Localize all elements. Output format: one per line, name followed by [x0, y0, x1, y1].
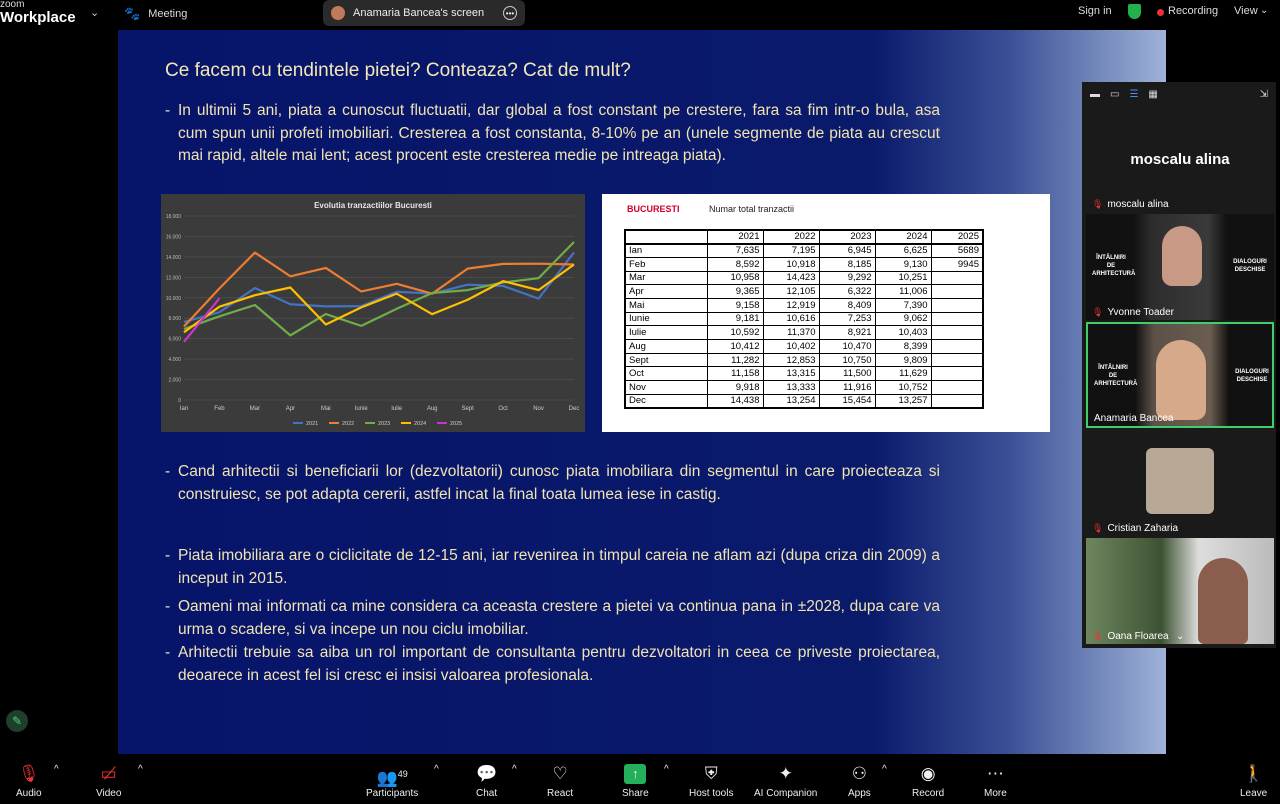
muted-mic-icon: 🎙 — [1092, 199, 1104, 209]
table-cell: 8,185 — [819, 257, 875, 271]
table-cell: 12,853 — [763, 353, 819, 367]
table-row — [625, 381, 983, 395]
chart-y-tick-label: 8.000 — [168, 316, 181, 323]
table-cell: 9945 — [931, 257, 983, 271]
apps-button[interactable]: ⚇ Apps — [848, 764, 871, 799]
minimize-icon[interactable]: ▬ — [1090, 88, 1100, 100]
leave-icon: 🚶 — [1243, 764, 1265, 783]
table-caption: Numar total tranzactii — [709, 204, 795, 214]
muted-mic-icon: 🎙 — [1092, 307, 1104, 317]
participant-tile-active[interactable] — [1086, 322, 1274, 428]
table-cell: 13,315 — [763, 367, 819, 381]
share-screen-icon: ↑ — [624, 764, 646, 784]
table-cell: 8,592 — [707, 257, 763, 271]
city-label: BUCURESTI — [627, 204, 680, 214]
chart-y-tick-label: 14.000 — [165, 254, 181, 261]
gallery-view-icon[interactable]: ▦ — [1148, 88, 1158, 100]
table-cell: 6,945 — [819, 244, 875, 258]
more-icon: ⋯ — [986, 764, 1004, 783]
more-button[interactable]: ⋯ More — [984, 764, 1007, 799]
chart-x-tick-label: Ian — [179, 406, 189, 412]
bullet-paragraph: - Piata imobiliara are o ciclicitate de 12-15 ani, iar revenirea in timpul careia ne aflam azi (dupa criza din 2009) a inceput in 2015. — [165, 547, 940, 587]
table-row — [625, 353, 983, 367]
table-month-cell: Ian — [625, 244, 707, 258]
table-cell: 5689 — [931, 244, 983, 258]
record-button[interactable]: ◉ Record — [912, 764, 945, 799]
meeting-toolbar — [0, 756, 1280, 804]
table-cell: 10,616 — [763, 312, 819, 326]
recording-dot-icon — [1157, 9, 1164, 16]
host-tools-button[interactable]: ⛨ Host tools — [689, 764, 734, 799]
chart-y-tick-label: 4.000 — [168, 357, 181, 364]
participant-tile[interactable] — [1086, 106, 1274, 212]
table-cell — [931, 394, 983, 408]
banner-text: DIALOGURI DESCHISE — [1233, 259, 1267, 273]
hide-video-icon[interactable]: ▭ — [1110, 88, 1120, 100]
shared-slide — [118, 30, 1166, 754]
chevron-down-icon[interactable]: ⌄ — [90, 7, 100, 19]
view-button[interactable]: View — [1234, 5, 1258, 17]
table-cell: 7,195 — [763, 244, 819, 258]
table-year-header: 2023 — [819, 230, 875, 244]
table-cell — [931, 367, 983, 381]
recording-status[interactable]: Recording — [1168, 5, 1219, 17]
table-cell: 9,809 — [875, 353, 931, 367]
table-cell: 12,105 — [763, 285, 819, 299]
apps-icon: ⚇ — [851, 764, 868, 783]
table-cell: 9,158 — [707, 298, 763, 312]
chart-x-tick-label: Nov — [533, 406, 544, 412]
meeting-label: Meeting — [148, 8, 188, 20]
participants-options-caret[interactable]: ^ — [434, 764, 439, 775]
sparkle-icon: ✦ — [778, 764, 793, 783]
table-cell: 8,409 — [819, 298, 875, 312]
table-cell: 9,292 — [819, 271, 875, 285]
table-cell: 9,130 — [875, 257, 931, 271]
participant-video — [1162, 226, 1202, 286]
speaker-view-icon[interactable]: ☰ — [1129, 88, 1139, 100]
transactions-table-panel — [602, 194, 1050, 432]
table-month-cell: Feb — [625, 257, 707, 271]
table-cell — [931, 298, 983, 312]
table-row — [625, 271, 983, 285]
chart-x-tick-label: Aug — [426, 406, 438, 412]
chart-legend-label: 2025 — [450, 421, 463, 427]
chart-x-tick-label: Iunie — [354, 406, 368, 412]
table-cell: 11,370 — [763, 326, 819, 340]
participant-name: Anamaria Bancea — [1094, 413, 1174, 424]
table-cell — [931, 271, 983, 285]
participant-tile[interactable] — [1086, 538, 1274, 644]
table-cell: 6,625 — [875, 244, 931, 258]
table-cell: 9,918 — [707, 381, 763, 395]
table-cell: 13,257 — [875, 394, 931, 408]
table-cell: 7,390 — [875, 298, 931, 312]
participant-video — [1198, 558, 1248, 644]
chart-x-tick-label: Feb — [214, 406, 225, 412]
table-cell — [931, 381, 983, 395]
leave-button[interactable]: 🚶 Leave — [1240, 764, 1268, 799]
screen-share-indicator[interactable] — [323, 0, 525, 26]
table-row — [625, 326, 983, 340]
transactions-line-chart — [161, 194, 585, 432]
participant-tile[interactable] — [1086, 430, 1274, 536]
ai-companion-button[interactable]: ✦ AI Companion — [754, 764, 818, 799]
participant-name: 🎙 Oana Floarea — [1092, 631, 1169, 642]
table-cell: 13,333 — [763, 381, 819, 395]
chart-x-tick-label: Mai — [320, 406, 331, 412]
chart-x-tick-label: Oct — [498, 406, 508, 412]
table-cell — [931, 353, 983, 367]
table-cell: 6,322 — [819, 285, 875, 299]
top-bar — [0, 0, 1280, 28]
table-cell: 10,958 — [707, 271, 763, 285]
chat-options-caret[interactable]: ^ — [512, 764, 517, 775]
table-cell: 13,254 — [763, 394, 819, 408]
table-cell: 10,752 — [875, 381, 931, 395]
table-cell: 11,500 — [819, 367, 875, 381]
table-cell: 7,635 — [707, 244, 763, 258]
table-cell: 11,916 — [819, 381, 875, 395]
table-cell: 8,399 — [875, 340, 931, 354]
table-month-cell: Aug — [625, 340, 707, 354]
video-options-caret[interactable]: ^ — [138, 764, 143, 775]
participant-name: 🎙 Cristian Zaharia — [1092, 523, 1179, 534]
participant-name: 🎙 Yvonne Toader — [1092, 307, 1174, 318]
table-cell: 10,918 — [763, 257, 819, 271]
chart-y-tick-label: 10.000 — [165, 295, 181, 302]
table-year-header: 2021 — [707, 230, 763, 244]
table-cell: 11,629 — [875, 367, 931, 381]
chart-y-tick-label: 2.000 — [168, 377, 181, 384]
bullet-paragraph: - In ultimii 5 ani, piata a cunoscut fluctuatii, dar global a fost constant pe crestere, fara sa fim intr-o bula, asa cum spun unii profeti imobiliari. Cresterea a fost constanta, 8-10% pe an (unele segmente de piata au crescut mai rapid, altele mai lent; acest procent este cresterea medie pe intreaga piata). — [165, 102, 940, 164]
chevron-down-icon[interactable]: ⌄ — [1176, 631, 1185, 642]
chart-legend-label: 2021 — [306, 421, 319, 427]
table-month-cell: Sept — [625, 353, 707, 367]
table-month-cell: Mai — [625, 298, 707, 312]
table-month-cell: Iulie — [625, 326, 707, 340]
table-month-cell: Oct — [625, 367, 707, 381]
table-cell: 14,438 — [707, 394, 763, 408]
chart-x-tick-label: Dec — [568, 406, 580, 412]
exit-fullscreen-icon[interactable]: ⇲ — [1259, 88, 1268, 100]
paw-icon: 🐾 — [124, 6, 141, 21]
chat-icon: 💬 — [476, 764, 498, 783]
table-cell: 10,750 — [819, 353, 875, 367]
table-cell: 7,253 — [819, 312, 875, 326]
banner-text: ÎNTÂLNIRI DE ARHITECTURĂ — [1094, 365, 1138, 387]
chart-svg — [161, 194, 585, 432]
table-row — [625, 285, 983, 299]
chart-x-tick-label: Iulie — [391, 406, 403, 412]
participants-icon: 👥$^{49}$ — [376, 768, 408, 788]
muted-mic-icon: 🎙 — [1092, 523, 1104, 533]
participant-avatar — [1146, 448, 1214, 514]
table-cell — [931, 285, 983, 299]
transactions-table — [624, 229, 984, 409]
share-options-caret[interactable]: ^ — [664, 764, 669, 775]
video-button[interactable]: ▭̸ Video — [96, 764, 122, 799]
zoom-logo: zoom Workplace — [0, 0, 76, 26]
table-month-cell: Apr — [625, 285, 707, 299]
table-month-cell: Mar — [625, 271, 707, 285]
chart-legend-label: 2022 — [342, 421, 355, 427]
audio-options-caret[interactable]: ^ — [54, 764, 59, 775]
bullet-paragraph: - Arhitectii trebuie sa aiba un rol important de consultanta pentru dezvoltatori in ceea ce priveste proiectarea, deoarece in acest fel isi cresc ei insisi valoarea profesionala. — [165, 644, 940, 684]
table-cell — [931, 340, 983, 354]
chart-x-tick-label: Sept — [461, 406, 474, 412]
chart-x-tick-label: Apr — [285, 406, 296, 412]
table-row — [625, 244, 983, 258]
heart-icon: ♡ — [552, 764, 568, 783]
audio-button[interactable]: 🎙 Audio — [16, 764, 42, 799]
more-options-icon[interactable]: ••• — [503, 6, 517, 20]
table-header-row — [625, 230, 983, 244]
react-button[interactable]: ♡ React — [547, 764, 574, 799]
speaker-name: moscalu alina — [1130, 151, 1230, 168]
avatar — [331, 6, 345, 20]
table-cell: 8,921 — [819, 326, 875, 340]
participants-button[interactable]: 👥$^{49}$ Participants — [366, 764, 418, 799]
record-icon: ◉ — [920, 764, 936, 783]
share-label: Anamaria Bancea's screen — [353, 7, 485, 19]
table-cell: 12,919 — [763, 298, 819, 312]
table-cell: 11,282 — [707, 353, 763, 367]
table-cell: 10,470 — [819, 340, 875, 354]
panel-controls — [1082, 82, 1276, 106]
apps-options-caret[interactable]: ^ — [882, 764, 887, 775]
table-cell — [931, 312, 983, 326]
table-cell: 10,412 — [707, 340, 763, 354]
participants-count: 49 — [397, 769, 408, 779]
slide-title: Ce facem cu tendintele pietei? Conteaza? Cat de mult? — [165, 60, 631, 81]
banner-text: ÎNTÂLNIRI DE ARHITECTURĂ — [1092, 255, 1136, 277]
table-cell: 9,365 — [707, 285, 763, 299]
table-cell: 10,251 — [875, 271, 931, 285]
table-row — [625, 367, 983, 381]
chart-y-tick-label: 12.000 — [165, 275, 181, 282]
chat-button[interactable]: 💬 Chat — [476, 764, 498, 799]
chart-y-tick-label: 18.000 — [165, 214, 181, 220]
table-year-header: 2025 — [931, 230, 983, 244]
chart-legend-label: 2024 — [414, 421, 427, 427]
participant-tile[interactable] — [1086, 214, 1274, 320]
table-row — [625, 340, 983, 354]
participant-video — [1156, 340, 1206, 420]
video-panel — [1082, 82, 1276, 648]
table-cell: 9,062 — [875, 312, 931, 326]
shield-icon: ⛨ — [704, 764, 718, 783]
table-cell: 11,158 — [707, 367, 763, 381]
muted-mic-icon: 🎙 — [1092, 631, 1104, 641]
chart-y-tick-label: 6.000 — [168, 336, 181, 343]
table-cell: 9,181 — [707, 312, 763, 326]
table-month-cell: Nov — [625, 381, 707, 395]
table-cell: 15,454 — [819, 394, 875, 408]
chart-legend-label: 2023 — [378, 421, 391, 427]
annotate-pencil-icon[interactable]: ✎ — [6, 710, 28, 732]
banner-text: DIALOGURI DESCHISE — [1235, 369, 1269, 383]
table-month-cell: Iunie — [625, 312, 707, 326]
table-cell: 14,423 — [763, 271, 819, 285]
sign-in-link[interactable]: Sign in — [1078, 5, 1112, 17]
bullet-paragraph: - Cand arhitectii si beneficiarii lor (dezvoltatorii) cunosc piata imobiliara din segmentul in care proiecteaza si construiesc, se pot adapta cererii, astfel incat la final toata lumea iese in castig. — [165, 463, 940, 503]
chart-y-tick-label: 0 — [178, 398, 181, 404]
chart-title: Evolutia tranzactiilor Bucuresti — [314, 201, 432, 210]
muted-mic-icon: 🎙 — [17, 764, 40, 783]
share-button[interactable]: ↑ Share — [622, 766, 649, 799]
table-row — [625, 257, 983, 271]
table-cell: 11,006 — [875, 285, 931, 299]
bullet-paragraph: - Oameni mai informati ca mine considera ca aceasta crestere a pietei va continua pana in ±2028, dupa care va urma o scadere, si va incepe un nou ciclu imobiliar. — [165, 598, 940, 638]
chart-x-tick-label: Mar — [249, 406, 261, 412]
table-year-header: 2022 — [763, 230, 819, 244]
chart-y-tick-label: 16.000 — [165, 234, 181, 241]
meeting-info-button[interactable] — [124, 6, 187, 22]
security-shield-icon[interactable] — [1128, 4, 1141, 19]
participant-name: 🎙 moscalu alina — [1092, 199, 1169, 210]
chevron-down-icon[interactable]: ⌄ — [1260, 5, 1269, 16]
table-month-cell: Dec — [625, 394, 707, 408]
table-cell: 10,592 — [707, 326, 763, 340]
table-row — [625, 298, 983, 312]
table-cell — [931, 326, 983, 340]
video-off-icon: ▭̸ — [100, 764, 117, 783]
table-row — [625, 394, 983, 408]
table-row — [625, 312, 983, 326]
table-year-header: 2024 — [875, 230, 931, 244]
table-cell: 10,403 — [875, 326, 931, 340]
table-cell: 10,402 — [763, 340, 819, 354]
